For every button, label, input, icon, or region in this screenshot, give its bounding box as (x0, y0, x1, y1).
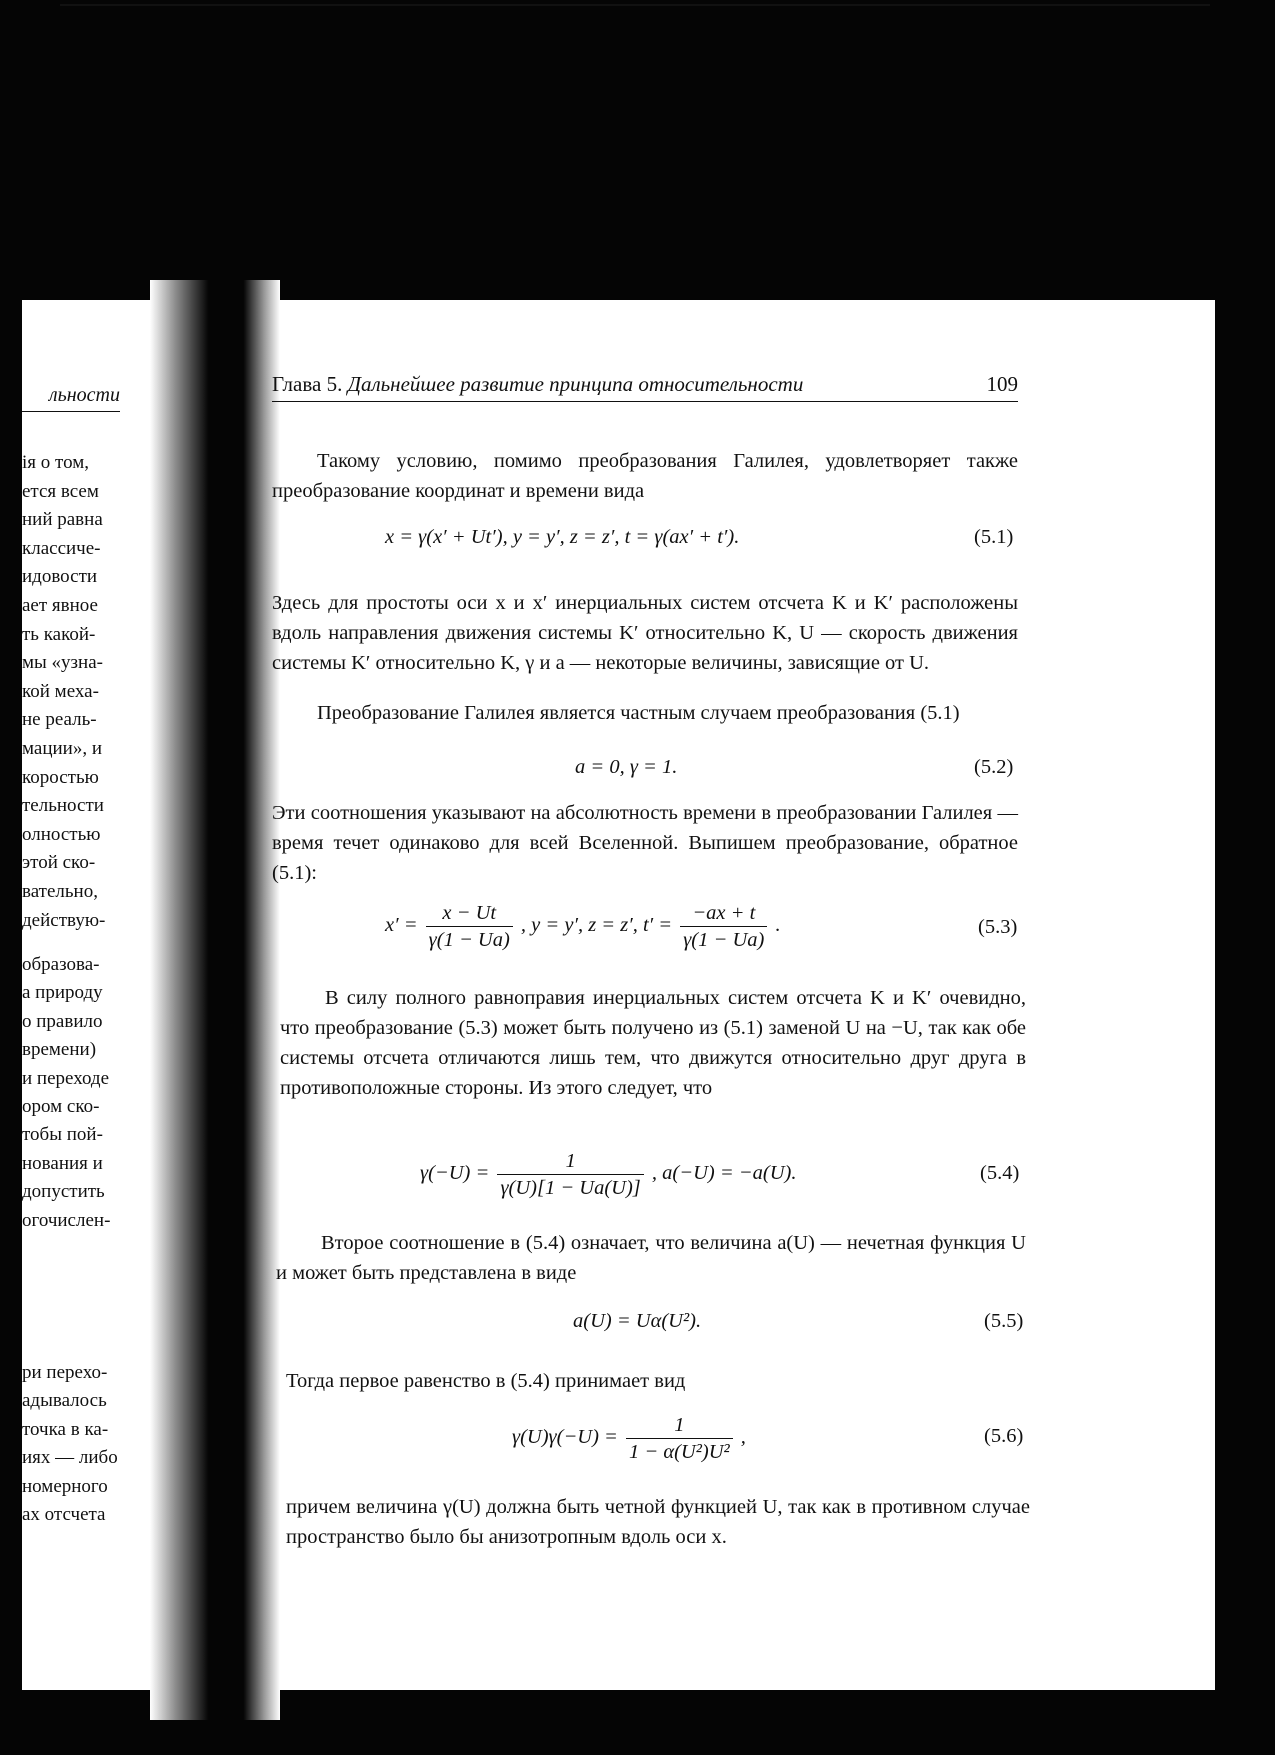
paragraph-6: Второе соотношение в (5.4) означает, что величина a(U) — нечетная функция U и может быть представлена в виде (276, 1232, 1026, 1284)
eq3-lhs: x′ = (385, 914, 418, 937)
facing-page-line: коростью (22, 766, 99, 788)
eq4-fraction-numerator: 1 (565, 1150, 576, 1172)
equation-number-5-6: (5.6) (984, 1425, 1024, 1447)
facing-page-line: ть какой- (22, 623, 96, 645)
facing-page-line: ает явное (22, 595, 98, 616)
facing-page-line: классиче- (22, 537, 101, 559)
eq3-fraction-2-denominator: γ(1 − Ua) (680, 926, 767, 953)
chapter-label: Глава 5. (272, 372, 343, 396)
paragraph-7: Тогда первое равенство в (5.4) принимает вид (286, 1370, 686, 1392)
equation-5-2: a = 0, γ = 1. (575, 756, 678, 778)
facing-page-line: допустить (22, 1181, 105, 1203)
eq4-rest: , a(−U) = −a(U). (651, 1162, 797, 1185)
eq4-fraction (497, 1148, 643, 1201)
facing-page-line: адывалось (22, 1390, 107, 1412)
facing-page-line: образова- (22, 954, 100, 975)
facing-page-line: этой ско- (22, 852, 96, 874)
paragraph-5: В силу полного равноправия инерциальных систем отсчета K и K′ очевидно, что преобразование (5.3) может быть получено из (5.1) заменой U на −U, так как обе системы отсчета отличаются лишь тем, что движутся относительно друг друга в противоположные стороны. Из этого следует, что (280, 987, 1026, 1099)
paragraph-1: Такому условию, помимо преобразования Галилея, удовлетворяет также преобразование координат и времени вида (272, 450, 1018, 502)
eq6-end: , (740, 1426, 746, 1449)
facing-page-line: точка в ка- (22, 1418, 109, 1440)
eq3-middle: , y = y′, z = z′, t′ = (520, 914, 673, 937)
facing-page-line: ах отсчета (22, 1504, 106, 1525)
paragraph-2: Здесь для простоты оси x и x′ инерциальных систем отсчета K и K′ расположены вдоль направления движения системы K′ относительно K, U — скорость движения системы K′ относительно K, γ и a — некоторые величины, зависящие от U. (272, 592, 1018, 674)
facing-page-line: мы «узна- (22, 652, 103, 674)
equation-5-1: x = γ(x′ + Ut′), y = y′, z = z′, t = γ(ax′ + t′). (385, 526, 740, 548)
facing-page-line: мации», и (22, 738, 102, 759)
scan-shadow-right (1215, 0, 1275, 1755)
scan-shadow-top (0, 0, 1275, 300)
page-number: 109 (986, 372, 1018, 396)
equation-5-3 (385, 900, 781, 953)
facing-page-line: номерного (22, 1475, 108, 1497)
facing-page-line: о правило (22, 1010, 103, 1032)
eq3-fraction-1-numerator: x − Ut (442, 902, 497, 924)
facing-page-line: вательно, (22, 881, 98, 902)
facing-page-line: нования и (22, 1152, 103, 1174)
eq4-lhs: γ(−U) = (420, 1162, 490, 1185)
eq6-fraction-denominator: 1 − α(U²)U² (626, 1438, 733, 1465)
facing-page-line: а природу (22, 982, 103, 1004)
eq6-fraction-numerator: 1 (674, 1414, 685, 1436)
scanner-top-edge (60, 4, 1210, 12)
facing-page-line: тобы пой- (22, 1124, 103, 1146)
paragraph-8: причем величина γ(U) должна быть четной функцией U, так как в противном случае пространство было бы анизотропным вдоль оси x. (286, 1496, 1030, 1548)
equation-number-5-3: (5.3) (978, 916, 1018, 938)
equation-number-5-5: (5.5) (984, 1310, 1024, 1332)
equation-5-5: a(U) = Uα(U²). (573, 1310, 702, 1332)
eq6-lhs: γ(U)γ(−U) = (512, 1426, 618, 1449)
facing-page-line: ри перехо- (22, 1362, 108, 1383)
facing-running-head: льности (22, 384, 120, 412)
facing-page-line: ія о том, (22, 452, 89, 473)
equation-5-6 (512, 1412, 746, 1465)
eq6-fraction (626, 1412, 733, 1465)
equation-number-5-2: (5.2) (974, 756, 1014, 778)
facing-page-line: ором ско- (22, 1096, 100, 1117)
facing-page-line: времени) (22, 1039, 97, 1061)
facing-page-line: ется всем (22, 480, 99, 502)
paragraph-3: Преобразование Галилея является частным случаем преобразования (5.1) (317, 702, 960, 724)
facing-page-line: не реаль- (22, 709, 97, 731)
equation-number-5-4: (5.4) (980, 1162, 1020, 1184)
facing-page-line: ний равна (22, 509, 103, 531)
paragraph-4: Эти соотношения указывают на абсолютность времени в преобразовании Галилея — время течет одинаково для всей Вселенной. Выпишем преобразование, обратное (5.1): (272, 802, 1018, 884)
facing-page-line: тельности (22, 795, 104, 817)
scan-shadow-left (0, 0, 22, 1755)
facing-page-line: и переходе (22, 1067, 110, 1089)
equation-5-4 (420, 1148, 796, 1201)
equation-number-5-1: (5.1) (974, 526, 1014, 548)
book-spine-shadow (150, 280, 280, 1720)
facing-page-line: иях — либо (22, 1447, 118, 1469)
chapter-title: Дальнейшее развитие принципа относительности (347, 372, 804, 396)
eq4-fraction-denominator: γ(U)[1 − Ua(U)] (497, 1174, 643, 1201)
eq3-fraction-1 (426, 900, 513, 953)
facing-page-fragment (22, 300, 150, 1690)
eq3-fraction-2 (680, 900, 767, 953)
running-header (272, 372, 1018, 402)
facing-page-line: идовости (22, 566, 98, 588)
facing-page-line: огочислен- (22, 1209, 111, 1231)
facing-page-line: кой меха- (22, 680, 99, 702)
facing-page-line: действую- (22, 909, 106, 931)
eq3-end: . (775, 914, 781, 937)
facing-page-line: олностью (22, 823, 101, 845)
eq3-fraction-1-denominator: γ(1 − Ua) (426, 926, 513, 953)
eq3-fraction-2-numerator: −ax + t (692, 902, 756, 924)
